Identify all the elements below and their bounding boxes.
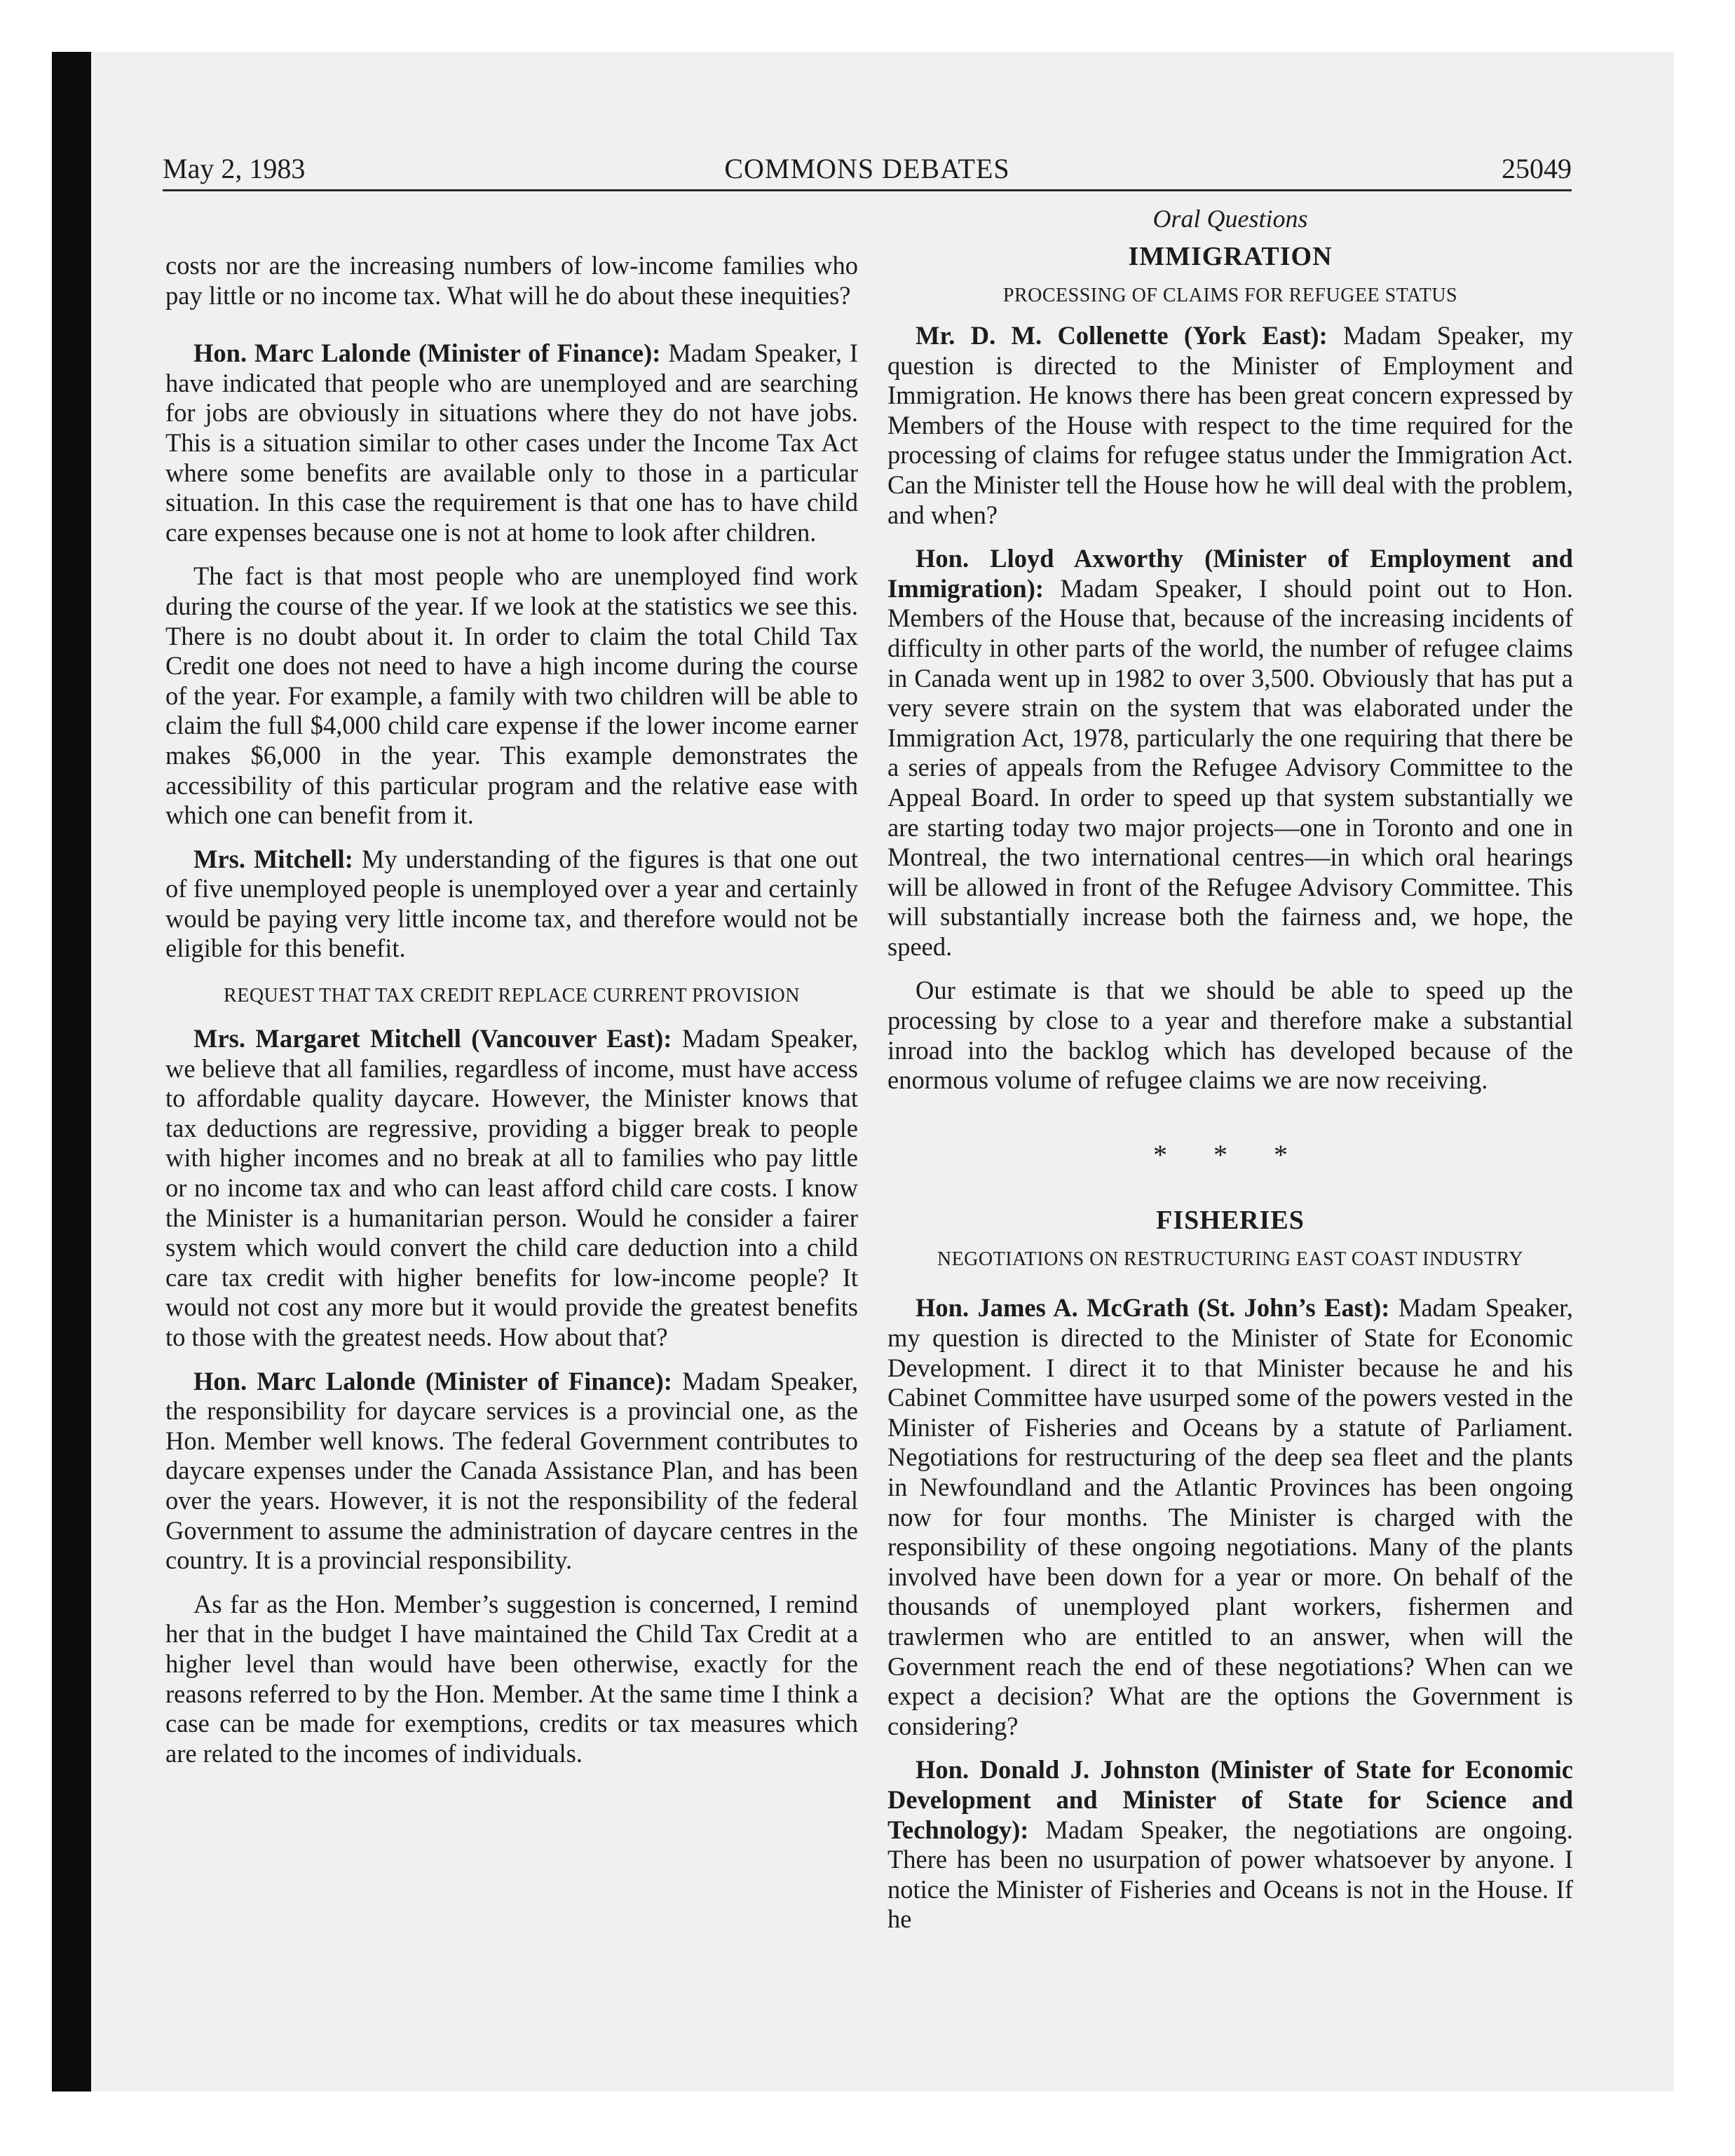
paragraph: The fact is that most people who are unemployed find work during the course of the year. If we look at the statistics we see this. There is no doubt about it. In order to claim the total Child Tax Credit one does not need to have a high income during the course of the year. For example, a family with two children will be able to claim the full $4,000 child care expense if the lower income earner makes $6,000 in the year. This example demonstrates the accessibility of this particular program and the relative ease with which one can benefit from it. <box>165 561 858 830</box>
speaker-name: Mr. D. M. Collenette (York East): <box>916 321 1328 350</box>
scan-spine-shadow <box>52 52 91 2092</box>
paragraph <box>887 1293 1573 1741</box>
paragraph: As far as the Hon. Member’s suggestion is concerned, I remind her that in the budget I have maintained the Child Tax Credit at a higher level than would have been otherwise, exactly for the reasons referred to by the Hon. Member. At the same time I think a case can be made for exemptions, credits or tax measures which are related to the incomes of individuals. <box>165 1589 858 1768</box>
speaker-name: Hon. James A. McGrath (St. John’s East): <box>916 1293 1390 1323</box>
speech-text: Madam Speaker, we believe that all families, regardless of income, must have access to affordable quality daycare. However, the Minister knows that tax deductions are regressive, providing a bigger break to people with higher incomes and no break at all to families who pay little or no income tax and who can least afford child care costs. I know the Minister is a humanitarian person. Would he consider a fairer system which would convert the child care deduction into a child care tax credit with higher benefits for low-income people? It would not cost any more but it would provide the greatest benefits to those with the greatest needs. How about that? <box>165 1024 858 1351</box>
speech-text: Madam Speaker, the responsibility for daycare services is a provincial one, as the Hon. Member well knows. The federal Government contributes to daycare expenses under the Canada Assistance Plan, and has been over the years. However, it is not the responsibility of the federal Government to assume the administration of daycare centres in the country. It is a provincial responsibility. <box>165 1366 859 1575</box>
header-date: May 2, 1983 <box>163 153 306 184</box>
paragraph <box>165 1367 858 1576</box>
header-publication: COMMONS DEBATES <box>724 153 1010 184</box>
left-column <box>165 196 858 1768</box>
section-kicker: Oral Questions <box>1152 205 1308 233</box>
paragraph: costs nor are the increasing numbers of low-income families who pay little or no income tax. What will he do about these inequities? <box>165 251 858 310</box>
speech-text: Madam Speaker, I should point out to Hon. Members of the House that, because of the increasing incidents of difficulty in other parts of the world, the number of refugee claims in Canada went up in 1982 to over 3,500. Obviously that has put a very severe strain on the system that was elaborated under the Immigration Act, 1978, particularly the one requiring that there be a series of appeals from the Refugee Advisory Committee to the Appeal Board. In order to speed up that system substantially we are starting today two major projects—one in Toronto and one in Montreal, the two international centres—in which oral hearings will be allowed in front of the Refugee Advisory Committee. This will substantially increase both the fairness and, we hope, the speed. <box>887 573 1573 961</box>
subheading: REQUEST THAT TAX CREDIT REPLACE CURRENT PROVISION <box>224 985 800 1007</box>
running-header <box>163 150 1572 191</box>
paragraph: Our estimate is that we should be able to speed up the processing by close to a year and therefore make a substantial inroad into the backlog which has developed because of the enormous volume of refugee claims we are now receiving. <box>887 976 1573 1095</box>
section-heading: IMMIGRATION <box>1128 242 1333 271</box>
speech-text: Madam Speaker, the negotiations are ongoing. There has been no usurpation of power whatsoever by anyone. I notice the Minister of Fisheries and Oceans is not in the House. If he <box>887 1815 1573 1934</box>
header-page-number: 25049 <box>1502 153 1572 184</box>
subheading: PROCESSING OF CLAIMS FOR REFUGEE STATUS <box>1002 285 1458 306</box>
speaker-name: Hon. Donald J. Johnston (Minister of State for Economic Development and Minister of State for Science and Technology): <box>887 1755 1573 1844</box>
speech-text: Madam Speaker, I have indicated that people who are unemployed and are searching for jobs are obviously in situations where they do not have jobs. This is a situation similar to other cases under the Income Tax Act where some benefits are available only to those in a particular situation. In this case the requirement is that one has to have child care expenses because one is not at home to look after children. <box>165 339 859 547</box>
paragraph <box>165 1024 858 1353</box>
paragraph <box>887 321 1573 530</box>
subheading: NEGOTIATIONS ON RESTRUCTURING EAST COAST INDUSTRY <box>937 1248 1524 1271</box>
right-column <box>887 196 1573 1935</box>
speech-text: Madam Speaker, my question is directed to the Minister of Employment and Immigration. He knows there has been great concern expressed by Members of the House with respect to the time required for the processing of claims for refugee status under the Immigration Act. Can the Minister tell the House how he will deal with the problem, and when? <box>887 321 1573 529</box>
speaker-name: Hon. Marc Lalonde (Minister of Finance): <box>193 339 661 368</box>
paragraph <box>887 1755 1573 1935</box>
section-separator: * * * <box>1153 1138 1307 1171</box>
paragraph <box>165 845 858 964</box>
speech-text: Madam Speaker, my question is directed to the Minister of State for Economic Development. I direct it to that Minister because he and his Cabinet Committee have usurped some of the powers vested in the Minister of Fisheries and Oceans by a statute of Parliament. Negotiations for restructuring of the deep sea fleet and the plants in Newfoundland and the Atlantic Provinces has been ongoing now for four months. The Minister is charged with the responsibility of these ongoing negotiations. Many of the plants involved have been down for a year or more. On behalf of the thousands of unemployed plant workers, fishermen and trawlermen who are entitled to an answer, when will the Government reach the end of these negotiations? When can we expect a decision? What are the options the Government is considering? <box>887 1293 1573 1740</box>
speaker-name: Mrs. Mitchell: <box>193 844 353 873</box>
paragraph <box>165 339 858 547</box>
section-heading: FISHERIES <box>1156 1206 1305 1236</box>
speaker-name: Hon. Lloyd Axworthy (Minister of Employment and Immigration): <box>887 544 1573 603</box>
speech-text: My understanding of the figures is that one out of five unemployed people is unemployed over a year and certainly would be paying very little income tax, and therefore would not be eligible for this benefit. <box>165 844 858 963</box>
speaker-name: Hon. Marc Lalonde (Minister of Finance): <box>193 1366 672 1396</box>
speaker-name: Mrs. Margaret Mitchell (Vancouver East): <box>193 1024 672 1053</box>
paragraph <box>887 544 1573 962</box>
